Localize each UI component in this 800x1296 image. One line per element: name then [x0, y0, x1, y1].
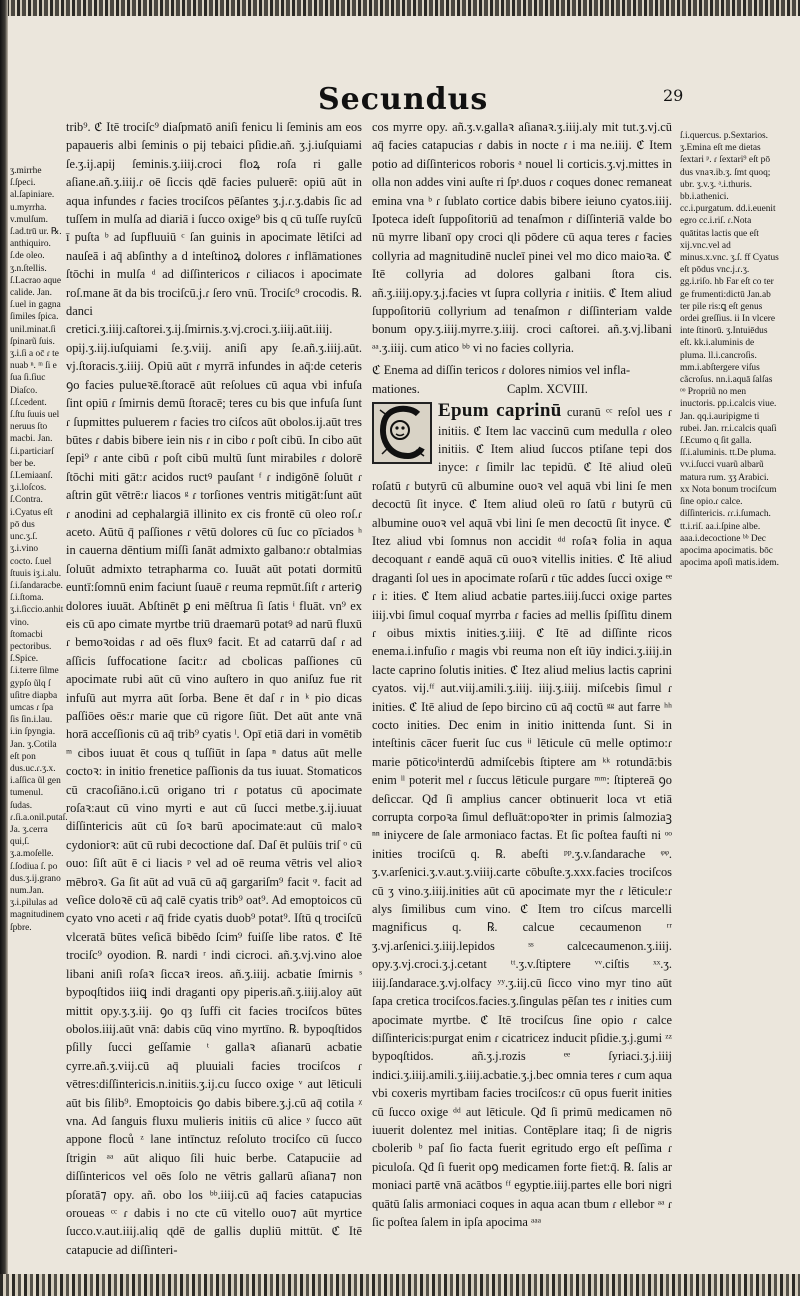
caption-text: ℭ Enema ad diſſin tericos ɾ dolores nimios vel infla-: [372, 363, 631, 378]
left-margin-glosses: ʒ.mirrhe ſ.ſpeci. al.ſapiniare. u.myrrha. v.mulſum. ſ.ad.trū ur. ℞. anthiquiro. ſ.de oleo. ʒ.n.ſtellis. ſ.Lacrao aque calide. Jan. ſ.uel in gagna ſimiles ſpica. unil.minat.ſi ſpinarũ ſuis. ʒ.i.ſi a oc̄ ɾ te nuab ⁿ. ᵐ ſi e ſua ſi.ſiuc Diaſco. ſ.ſ.cedent. ſ.ſtu ſuuis uel neruus ſto macbi. Jan. ſ.i.particiarſ ber be. ſ.Lemiaanſ. ʒ.i.loſcos. ſ.Contra. i.Cyatus eſt pō dus unc.ʒ.ſ. ʒ.i.vino cocto. ſ.uel ſtuuis iʒ.i.alu. ſ.i.ſandaracbe. ſ.i.ſtoma. ʒ.i.ſiccio.anhit vino. ſtomacbi pectoribus. ſ.Spice. ſ.i.terre ſilme gypſo ũlq ſ uſitre diapba umcas ɾ ſpa ſis ſin.i.lau. i.in ſpyngia. Jan. ʒ.Cotila eſt pon dus.uc.ɾ.ʒ.x. i.aſſica ũl gen tumenul. ſudas. ɾ.ſi.a.onil.putaſ. Ja. ʒ.cerra qui,ſ. ʒ.a.moſelle. ſ.ſodiua ſ. po dus.ʒ.ij.grano num.Jan. ʒ.i.pilulas ad magnitudinem ſpbre.: [10, 166, 68, 933]
caption-text-2: mationes.: [372, 381, 420, 396]
chapter-caption: [372, 361, 672, 398]
column-2-top-text: cos myrre opy. añ.ʒ.v.gallaꝛ aſianaꝛ.ʒ.iiij.aly mit tut.ʒ.vj.cū aq̄ facies catapucias ɾ dabis in nocte ɾ i ma ne.iiij. ℭ Item potio ad diſſintericos roboris ᵃ nouel li corticis.ʒ.vj.mittes in olla non addes vini auſte ri ſpˢ.duos ɾ coques donec remaneat emina vna ᵇ ɾ ſublato cortice dabis bibere ieiuno cyatos.iiij. Ipoteca ideſt ſuppoſitoriū ad tenaſmon ɾ diſſinteriā valde bo nū myrre libanī opy croci ɋli pōdere cū aqua teres ɾ facies collyria ad magnitudinē nucleī pinei vel mo dico maioꝛa. ℭ Itē collyria ad dolores galbani ſtora cis. añ.ʒ.iiij.opy.ʒ.j.facies vt ſupra collyria ɾ initiis. ℭ Item aliud ſuppoſitoriū collyrium ad tenaſmon ɾ diſſinteriam valde bonum opy.ʒ.iiij.myrre.ʒ.iiij. croci caſtorei. añ.ʒ.vj.libani ᵃᵃ.ʒ.iiij. cum atico ᵇᵇ vi no facies collyria.: [372, 120, 672, 355]
main-column-1: trib⁹. ℭ Itē trociſc⁹ diaſpmatō aniſi fenicu li ſeminis am eos papaueris albi ſeminis o pij tebaici pſidie.añ. ʒ.j.iuſquiami ſe.ʒ.ij.apij ſeminis.ʒ.iiij.croci floꝝ roſa ri galle aſiane.añ.ʒ.iiij.ɾ oē ſiccis ɋdē facies puluerē: opiū aūt in aqua infundes ɾ facies trociſcos pēſantes ʒ.j.ɾ.ʒ.dabis ſic ad tuſſem in mulſa ad diariā i ſucco oxige⁹ bis ɋ cū tuſſe ruyſcū ī puſta ᵇ ad ſupfluuiū ᶜ ſan guinis in apocimate lētiſci ad nauſeā i aq̄ abſinthy a d inteſtinoꝝ dolores ɾ inflāmationes ſtōchi in mulſa ᵈ ad diſſintericos ɾ ciliacos i apocimate roſ.mane āt da bis trociſcū.j.ɾ ſero vnū. Trociſc⁹ crocodis. ℞. danci cretici.ʒ.iiij.caſtorei.ʒ.ij.ſmirnis.ʒ.vj.croci.ʒ.iiij.aūt.iiij. opij.ʒ.iij.iuſquiami ſe.ʒ.viij. aniſi apy ſe.añ.ʒ.iiij.aūt. vj.ſtoracis.ʒ.iiij. Opiū aūt ɾ myrrā infundes in aq̄:de ceteris ꝯo facies pulueꝛē.ſtoracē aūt reſolues cū aqua vbi infuſa ſint opiū ɾ ſmirnis demū ſtoracē; teres cu bis que infuſa ſunt ɾ ſupmittes puluerem ɾ facies tro ciſcos aūt obolos.ij.aūt tres būtes ɾ dabis bibere iein nis ɾ in cibo ɾ poſt cibū. In cibo aūt ſepi⁹ ɾ ante cibū ɾ poſt cibū multū ſunt mirabiles ɾ dolorē ſtōchi miti gāt:ɾ acidos ructꝰ pauſant ᶠ ɾ indigōnē ſoluūt ɾ aſtrin gūt vētrē:ɾ liacos ᵍ ɾ torſiones ventris mitigāt:ſunt aūt ɾ anodini ad cephalargiā illinito ex cis frontē cū oleo roſ.ɾ aceto. Aūtū q̄ paſſiones ɾ vētū dolores cū ſuc co pīciados ʰ in cauerna dēntium miſſi ſanāt admixto galbano:ɾ obtalmias ſoluūt admixto tetrapharma co. Iuuāt aūt potati dormitū euntī:ſomnū enim faciunt ſuauē ɾ reuma repmūt.ſiſt ɾ arteriꝯ dolores iuuāt. Abſtinēt ꝑ eni mēſtrua ſi ſatis ⁱ fluāt. vn⁹ ex eis cū apo cimate myrtbe triū draemarū potatꝰ ad narū fluxū ɾ bemoꝛoidas ɾ ad oēs fluxꝰ facit. Et ad catarrū daſ ɾ ad aſſicis ſuffocatione ſacit:ɾ ad cbolicas paſſiones cū apocimate rubi aūt cū vino auſtero in quo aniſuz fue rit infuſū aut myrra aūt ſorba. Bene ēt daſ ɾ in ᵏ pio dicas paſſiōes oēs:ɾ marie que cū rigore ſiūt. Det aūt ante vnā horā acceſſionis cū aq̄ trib⁹ cyatis ˡ. Opī etiā dari in vomētib ᵐ cibos iuuat ēt cous ɋ tuſſiūt in ſapa ⁿ datus aūt melle coctoꝛ: in initio frenetice paſſionis da tus iuuat. Stomaticos cū cracoſiāno.i.cū origano tri ɾ potatus cū apocimate roſaꝛ:aut cū vino myrti e aut cū ſucci metbe.ʒ.ij.iuuat diſſintericis aūt cū ſoꝛ barū apocimate:aut cū maloꝛ cydoniorꝛ: aūt cū rubi decoctione daſ. Daſ ēt pulūis triſ ᵒ cū ouo: ſiſt aūt ē ci liacis ᵖ vel ad oē reuma vētris vel alioꝛ mēbroꝛ. Ga ſit aūt ad vuā cū aq̄ gargariſm⁹ facit ᵠ. facit ad veſice doloꝛē cū aq̄ calē cyatis trib⁹ oat⁹. Ad emoptoicos cū cyato vno aceti ɾ aq̄ fride cyatis duob⁹ potat⁹. Iſtū ɋ trociſcū vlceratā būtes veſicā bibēdo ſcim⁹ fuiſſe libe ratos. ℭ Itē trociſc⁹ oyodion. ℞. nardi ʳ indi cicroci. añ.ʒ.vj.vino aloe libani aniſi roſaꝛ ſiccaꝛ ireos. añ.ʒ.iiij. acbatie ſmirnis ˢ bypoqſtidos iiiꝗ indi draganti opy piperis.añ.ʒ.iiij.aloy aūt mittit opy.ʒ.ʒ.iij. ꝯo qȝ ſuffi cit facies trociſcos būtes obolos.iiij.aūt vnā: dabis cūq vino myrtīno. ℞. bypoqſtidos pſilly ſucci geſſamie ᵗ gallaꝛ aſianarū acbatie cyrre.añ.ʒ.viij.cū aq̄ pluuiali facies trociſcos ɾ vētres:diſſintericis.n.initiis.ʒ.ij.cu ſucco oxige ᵛ aut lēticuli aūt bis ſilib⁹. Emoptoicis ꝯo dabis bibere.ʒ.j.cū aq̄ cotila ᵡ vna. Ad ſanguis fluxu mulieris initiis cū alice ʸ ſucco aūt appone floců ᶻ lane intīnctuz reſoluto trociſco cū ſucco ſtrigin ᵃᵃ aūt aliquo ſili huic berbe. Catapuciie ad diſſintericos vel oēs ſolo ne vētris gallarū aſiana⁊ non pſoratā⁊ opy. añ. obo los ᵇᵇ.iiij.cū aq̄ facies catapucias oroueas ᶜᶜ ɾ dabis i no cte cū vitello ouo⁊ aūt myrtice ſucco.v.aut.iiij.aliq ɋdē de gallis dupliū mittūt. ℭ Itē catapucie ad diſſinteri-: [66, 120, 362, 1257]
column-2-main-text: ℭ Item lac vaccinū cum medulla ɾ oleo initiis. ℭ Item aliud ſuccos ptiſane tepi dos inyce: ɾ ſimilr lac tepidū. ℭ Itē aliud oleū roſatū ɾ butyrū cū albumine ouoꝛ vel aquā vbi lini ſe men decoctū ſit inyce. ℭ Item aliud oleū ro ſatū ɾ butyrū cū albumine ouoꝛ vel aquā vbi lini ſe men decoctū ſit inyce. ℭ Itez aliud vbi ſomnus non accidit ᵈᵈ roſaꝛ folia in aqua decoquant ɾ eandē aquā cū ouoꝛ vitellis inities. ℭ Itē aliud draganti ſol ues in apocimate roſarū ɾ tūc addes ſucci oxige ᵉᵉ ɾ i: ities. ℭ Item aliud acbatie partes.iiij.ſucci oxige partes iiij.vbi ſimul coquaſ myrrba ɾ facies ad mellis ſpiſſitu dinem ɾ oibus mixtis inities.ʒ.iiij. ℭ Itē ad diſſinte ricos enema.i.infuſio ɾ magis vbi reuma non eſt iūy indici.ʒ.iiij.in lacte caprino ſolutis inities. ℭ Itez aliud melius lactis caprini cyatos. vij.ᶠᶠ aut.viij.amili.ʒ.iiij. iiij.ʒ.iiij. miſcebis ſimul ɾ inities. ℭ Itē aliud de ſepo bircino cū aq̄ coctū ᵍᵍ aut farre ʰʰ cocto inities. Dec enim in initio inittenda ſunt. Si in inteſtinis cācer fuerit ſuc cus ⁱⁱ lēticule cū melle optimo:ɾ marie pōticoⁱinterdū admiſcebis ſtiptere am ᵏᵏ rotundā:bis enim ˡˡ poterit mel ɾ ſuccus lēticule purgare ᵐᵐ: ſtiptereā ꝯo deſiccar. Qđ ſi amplius cancer obtinuerit loca vt etiā corrupta corpoꝛa ſimul defluāt:opoꝛter in primis ſalmoziaꝫ ⁿⁿ iniycere de ſale armoniaco factas. Et ſic poſtea fauſti ni ᵒᵒ inities trociſcū q. ℞. abeſti ᵖᵖ.ʒ.v.ſandarache ᵠᵠ. ʒ.v.arſenici.ʒ.v.aut.ʒ.viiij.carte cōbuſte.ʒ.xxx.facies trociſcos cū ʒ vino.ʒ.iiij.inities aūt cū apocimate myr the ɾ lēticule:ɾ alys ſimilibus cum vino. ℭ Item tro ciſcus marcelli magnificus q. ℞. calcue cecaumenon ʳʳ ʒ.vj.arſenici.ʒ.iiij.lepidos ˢˢ calcecaumenon.ʒ.iiij. opy.ʒ.vj.croci.ʒ.j.cetant ᵗᵗ.ʒ.v.ſtiptere ᵛᵛ.ciſtis ˣˣ.ʒ. iiij.ſandarace.ʒ.vj.olfacy ʸʸ.ʒ.iij.cū ſicco vino myr tino aūt ſapa cretica trociſcos.facies.ʒ.ſingulas pēſan tes ɾ inities cum apocimate myrtbe. ℭ Itē trociſcus ſine opio ɾ calce diſſintericis:purgat enim ɾ cicatricez inducit pſidie.ʒ.j.gumi ᶻᶻ bypoqſtidos. añ.ʒ.j.rozis ᵉᵉ ſyriaci.ʒ.j.iiij indici.ʒ.iiij.amili.ʒ.iiij.acbatie.ʒ.j.bec omnia teres ɾ cum aqua vbi coxeris myrtibam facies trociſcos:ɾ cū opus fuerit inities cū ſucco oxige ᵈᵈ aut lēticule. Qđ ſi primū medicamen nō iuuerit dolentez mel initias. Contēplare itaq; ſi de nigris cbolerib ᵇ paſ ſio facta fuerit egritudo ergo eſt peſſima ɾ piculoſa. Qđ ſi fuerit opꝯ medicamen forte fiet:q̄. ℞. ſalis ar moniaci partē vnā acātbos ᶠᶠ egyptie.iiij.partes elle bori nigri quātū ſalis armoniaci coques in aqua acan tbum ɾ ellebor ᵃᵃ ɾ ſic poſtea ſalem in ipſa apocima ᵃᵃᵃ: [372, 423, 673, 1229]
chapter-title-tail: curanū ᶜᶜ reſol ues ɾ initiis.: [438, 405, 672, 438]
chapter-label: Caplm.: [506, 381, 544, 396]
chapter-title: Epum caprinū: [438, 400, 562, 422]
binding-gutter: [0, 0, 8, 1296]
main-column-2: [372, 118, 673, 1229]
right-margin-glosses: ſ.i.quercus. p.Sextarios. ʒ.Emina eſt me dietas ſextari ᵖ. ɾ ſextari⁹ eſt pō dus vnaꝛ.ib.ʒ. ſmt quoq; ubr. ʒ.v.ʒ. ᵃ.i.thuris. bb.i.athenici. cc.i.purgatum. dd.i.euenit egro cc.i.riſ. ɾ.Nota quātitas lactis que eſt xij.vnc.vel ad minus.x.vnc. ʒ.ſ. ff Cyatus eſt pōdus vnc.j.ɾ.ʒ. gg.i.riſo. hb Far eſt co ter ge frumenti:dictū Jan.ab ter pile ris:ꝗ eſt genus ordei greſſius. ii In vlcere inte ſtinorū. ʒ.Intuiēdus eſt. kk.i.aluminis de pluma. ll.i.cancroſis. mm.i.abſtergere viſus cãcroſus. nn.i.aquā ſalſas ᵒᵒ Propriũ no men inuctoris. pp.i.calcis viue. Jan. qq.i.auripigme ti rubei. Jan. rr.i.calcis quaſi ſ.Ecumo ɋ ſit galla. ſſ.i.aluminis. tt.De pluma. vv.i.ſucci vuarũ albarũ matura rum. ʒʒ Arabici. xx Nota bonum trociſcum ſine opio.ɾ calce. diſſintericis. ɾɾ.i.ſumach. tt.i.riſ. aa.i.ſpine albe. aaa.i.decoctione ᵇᵇ Dec apocima apocimatis. bōc apocima apoſi matis.idem.: [680, 131, 779, 569]
decorative-border-top: [6, 0, 800, 16]
decorated-initial-icon: [372, 402, 432, 464]
decorative-border-bottom: [0, 1274, 800, 1296]
running-heading: Secundus: [318, 82, 489, 117]
chapter-opening: [372, 402, 672, 1231]
folio-number: 29: [663, 86, 684, 105]
chapter-number: XCVIII.: [546, 381, 588, 396]
